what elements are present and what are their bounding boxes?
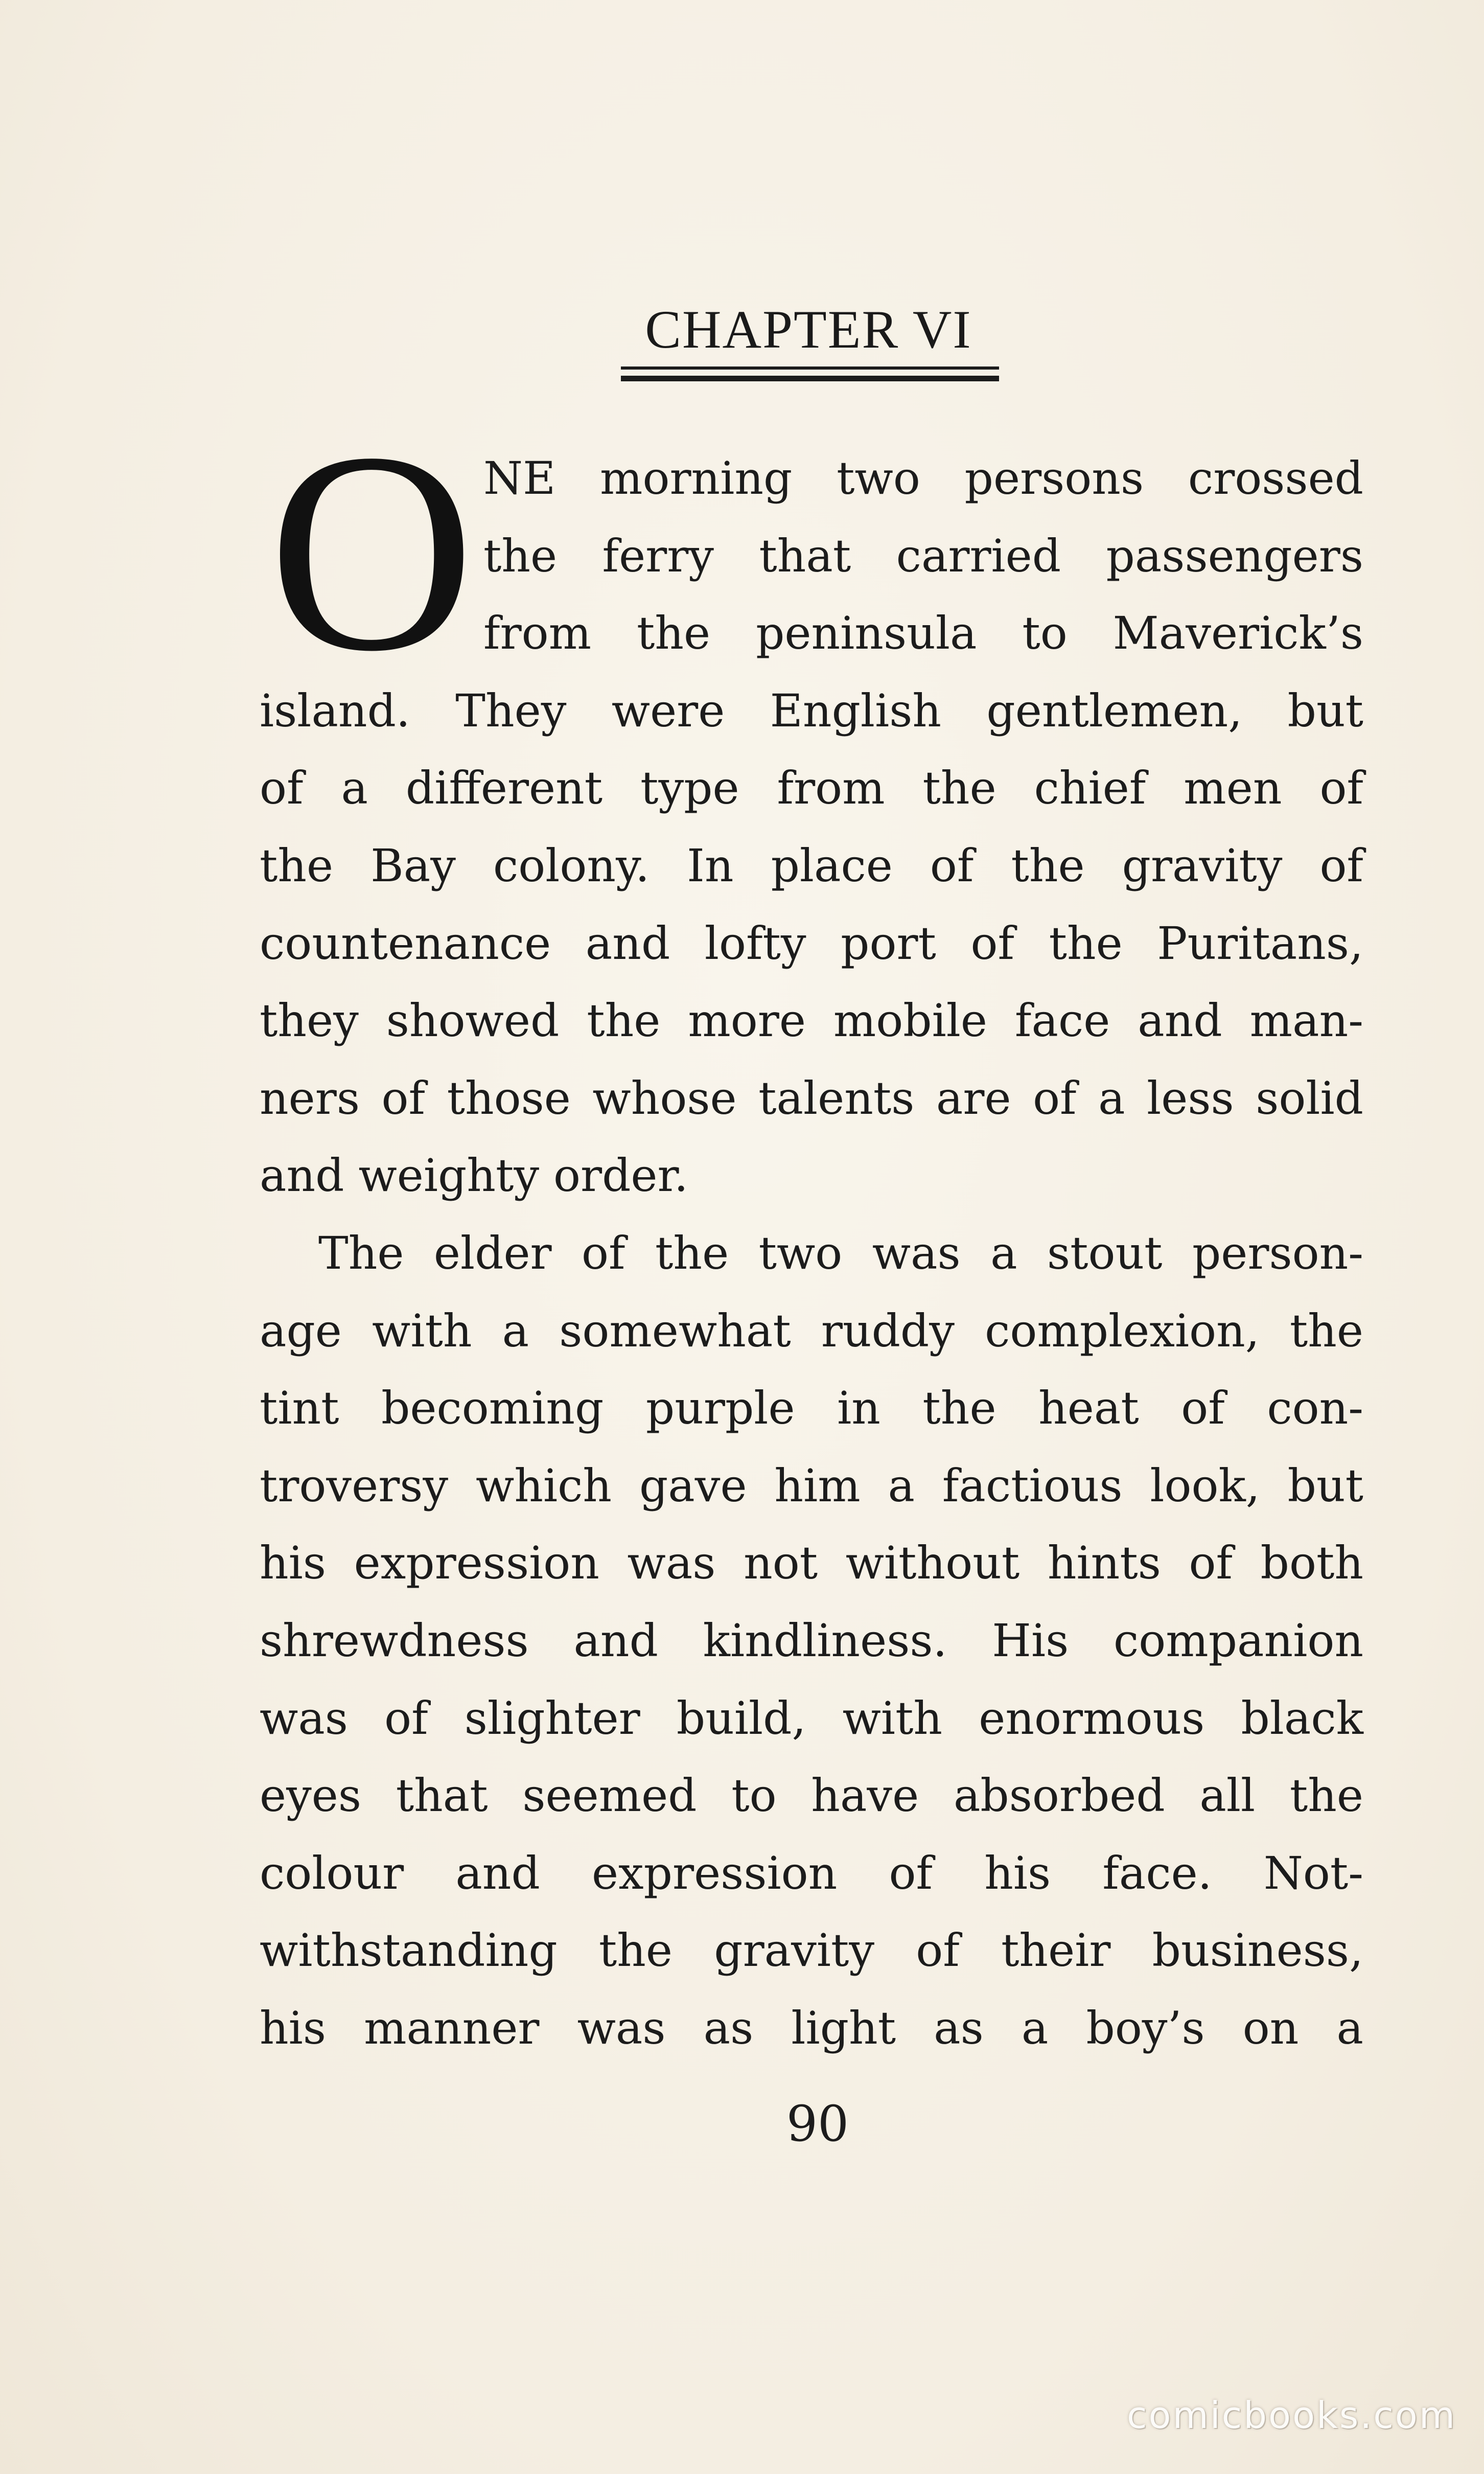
text-line: The elder of the two was a stout person- — [318, 1226, 1363, 1279]
text-line: colour and expression of his face. Not- — [260, 1846, 1363, 1899]
text-line: his expression was not without hints of both — [260, 1537, 1363, 1590]
watermark: comicbooks.com — [1126, 2394, 1456, 2437]
text-line: troversy which gave him a factious look, but — [260, 1459, 1363, 1512]
chapter-heading: CHAPTER VI — [645, 300, 972, 359]
body-text — [260, 440, 1363, 2067]
text-line: the Bay colony. In place of the gravity of — [260, 839, 1363, 892]
text-line: eyes that seemed to have absorbed all the — [260, 1769, 1363, 1822]
text-line: NE morning two persons crossed — [483, 452, 1363, 505]
text-line: of a different type from the chief men of — [260, 762, 1363, 815]
text-line: the ferry that carried passengers — [483, 529, 1363, 582]
text-line: they showed the more mobile face and man- — [260, 994, 1363, 1047]
text-line: age with a somewhat ruddy complexion, the — [260, 1304, 1363, 1357]
drop-cap: O — [268, 394, 475, 711]
chapter-rule-thin — [621, 366, 999, 370]
text-line: his manner was as light as a boy’s on a — [260, 2001, 1363, 2054]
text-line: was of slighter build, with enormous black — [260, 1691, 1363, 1745]
text-line: and weighty order. — [260, 1149, 688, 1202]
text-line: island. They were English gentlemen, but — [260, 684, 1363, 737]
text-line: tint becoming purple in the heat of con- — [260, 1382, 1363, 1435]
text-line: from the peninsula to Maverick’s — [483, 607, 1363, 660]
text-line: countenance and lofty port of the Puritans, — [260, 917, 1363, 970]
text-line: withstanding the gravity of their business, — [260, 1924, 1363, 1977]
chapter-rule-thick — [621, 376, 999, 381]
text-line: ners of those whose talents are of a less solid — [260, 1071, 1363, 1125]
page-number: 90 — [786, 2095, 849, 2152]
text-line: shrewdness and kindliness. His companion — [260, 1614, 1363, 1667]
